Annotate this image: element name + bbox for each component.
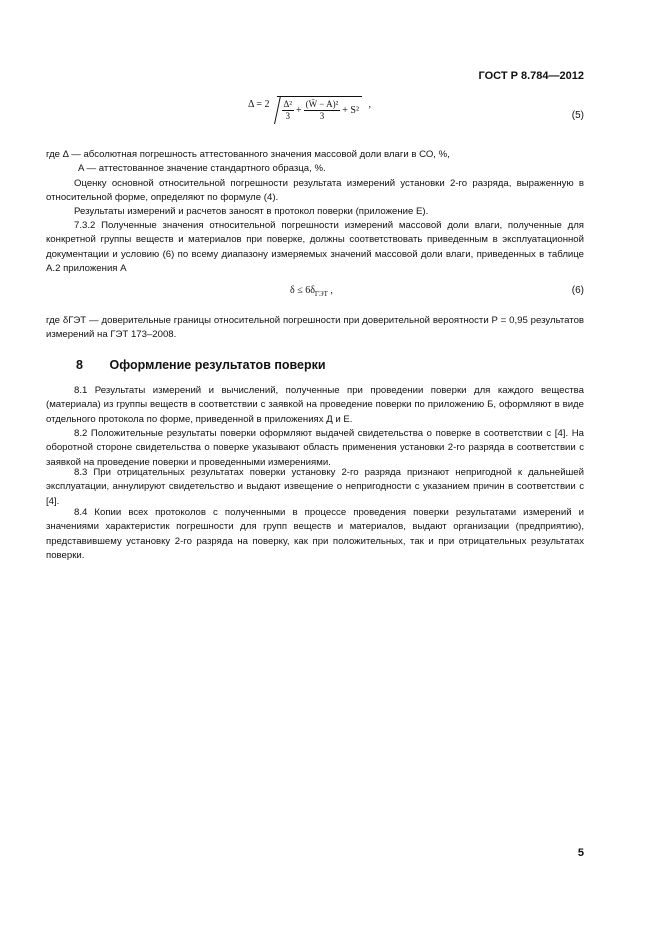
plus-sign: +	[296, 105, 302, 116]
explanation-delta: где Δ — абсолютная погрешность аттестованного значения массовой доли влаги в СО, %,	[46, 149, 450, 160]
formula-6	[290, 285, 333, 298]
fraction-2	[304, 99, 341, 122]
section-number: 8	[76, 358, 83, 372]
page-number: 5	[577, 847, 584, 859]
formula-6-subscript: ГЭТ	[314, 290, 328, 298]
s-squared-term: + S²	[342, 105, 359, 116]
formula-comma: ,	[368, 99, 371, 110]
formula-lhs: Δ = 2	[248, 99, 270, 110]
equation-number-5: (5)	[571, 110, 584, 121]
sqrt-radical	[277, 96, 362, 122]
paragraph-8-4: 8.4 Копии всех протоколов с полученными в процессе проведения поверки результатами измерений и значениями характеристик погрешности для групп веществ и материалов, выдают организации (предприятию), представившему установку 2-го разряда на поверку, как при положительных, так и при отрицательных результатах поверки.	[46, 507, 584, 561]
formula-6-text: δ ≤ 6δ	[290, 285, 315, 296]
explanation-delta-get: где δГЭТ — доверительные границы относительной погрешности при доверительной вероятности P = 0,95 результатов измерений на ГЭТ 173–2008.	[46, 315, 584, 341]
section-title: Оформление результатов поверки	[109, 358, 326, 372]
paragraph-8-3: 8.3 При отрицательных результатах поверки установку 2-го разряда признают непригодной к дальнейшей эксплуатации, аннулируют свидетельство и выдают извещение о непригодности с указанием причин в соответствии с [4].	[46, 467, 584, 507]
paragraph-protocol-e: Результаты измерений и расчетов заносят в протокол поверки (приложение Е).	[74, 206, 429, 217]
explanation-a: A — аттестованное значение стандартного образца, %.	[78, 163, 326, 174]
paragraph-8-2: 8.2 Положительные результаты поверки оформляют выдачей свидетельства о поверке в соответствии с [4]. На оборотной стороне свидетельства о поверке указывают область применения установки 2-го разряда в соответствии с заявкой на проведение поверки и проведенными измерениями.	[46, 428, 584, 468]
paragraph-4-ref: Оценку основной относительной погрешности результата измерений установки 2-го разряда, выраженную в относительной форме, определяют по формуле (4).	[46, 178, 584, 204]
paragraph-8-1: 8.1 Результаты измерений и вычислений, полученные при проведении поверки для каждого вещества (материала) из группы веществ в соответствии с заявкой на проведение поверки по приложению Б, оформляют в виде отдельного протокола по форме, приведенной в приложениях Д и Е.	[46, 385, 584, 425]
paragraph-7-3-2: 7.3.2 Полученные значения относительной погрешности измерений массовой доли влаги, полученные для конкретной группы веществ и материалов при поверке, должны соответствовать приведенным в эксплуатационной документации и условию (6) по всему диапазону измеряемых значений массовой доли влаги, приведенных в таблице А.2 приложения А	[46, 220, 584, 274]
document-header: ГОСТ Р 8.784—2012	[478, 70, 584, 82]
fraction-1-numerator: Δ²	[283, 99, 293, 109]
formula-6-comma: ,	[330, 285, 333, 296]
equation-number-6: (6)	[571, 285, 584, 296]
fraction-1-denominator: 3	[285, 111, 291, 121]
fraction-2-denominator: 3	[319, 111, 325, 121]
fraction-2-numerator: (W̄ − A)²	[305, 99, 339, 109]
formula-5	[248, 96, 371, 122]
fraction-1	[282, 99, 295, 122]
section-heading	[76, 358, 326, 372]
